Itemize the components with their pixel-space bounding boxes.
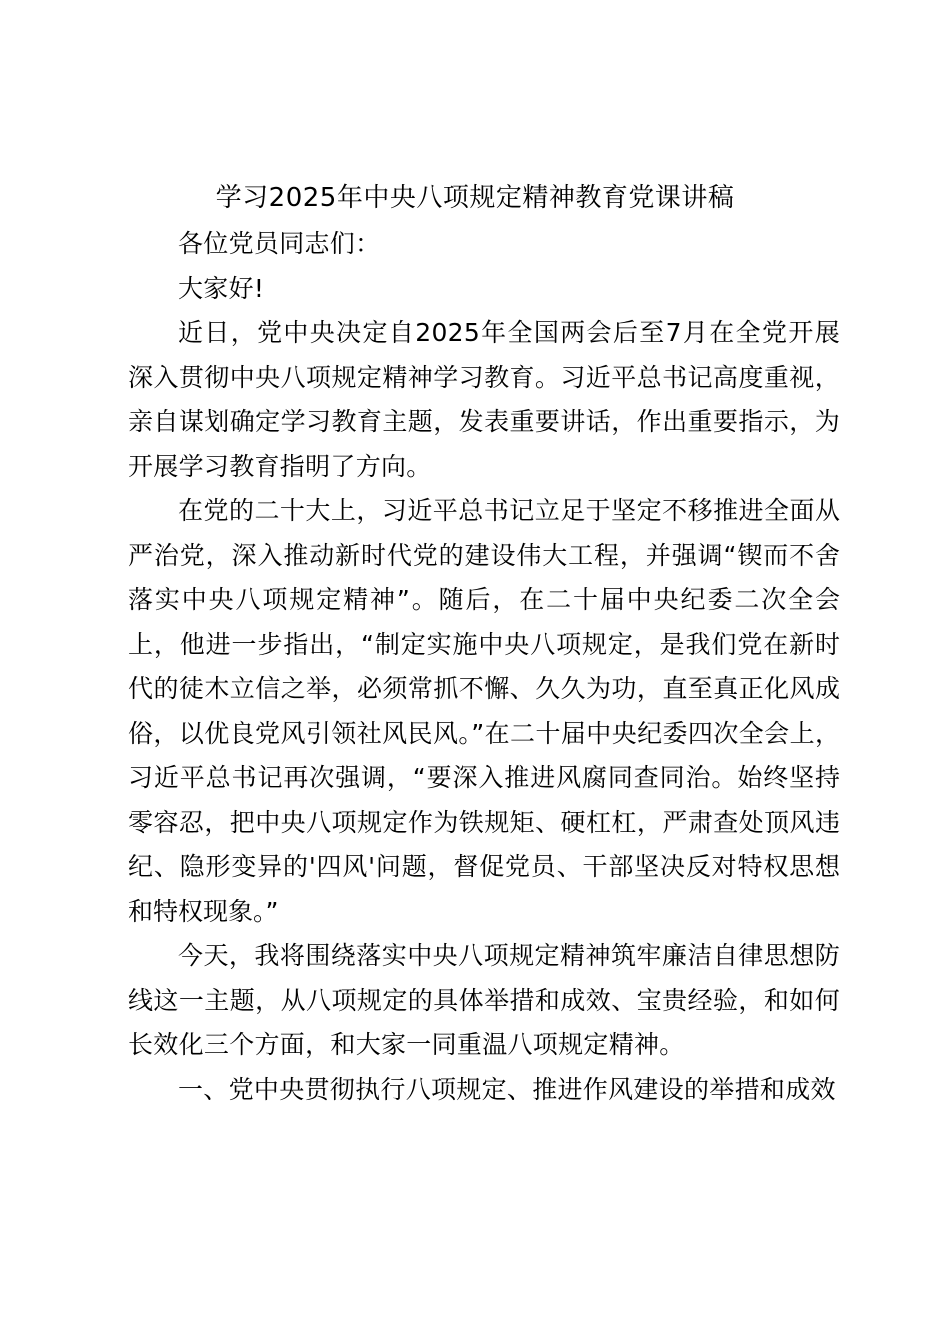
greeting: 大家好! [178,273,265,303]
paragraph-quotes: 在党的二十大上，习近平总书记立足于坚定不移推进全面从严治党，深入推动新时代党的建设伟大工程，并强调“锲而不舍落实中央八项规定精神”。随后，在二十届中央纪委二次全会上，他进一步指出，“制定实施中央八项规定，是我们党在新时代的徒木立信之举，必须常抓不懈、久久为功，直至真正化风成俗，以优良党风引领社风民风。”在二十届中央纪委四次全会上，习近平总书记再次强调，“要深入推进风腐同查同治。始终坚持零容忍，把中央八项规定作为铁规矩、硬杠杠，严肃查处顶风违纪、隐形变异的'四风'问题，督促党员、干部坚决反对特权思想和特权现象。” [128,496,840,926]
document-title: 学习2025年中央八项规定精神教育党课讲稿 [215,183,735,213]
document-body [128,222,840,1112]
paragraph-theme: 今天，我将围绕落实中央八项规定精神筑牢廉洁自律思想防线这一主题，从八项规定的具体举措和成效、宝贵经验，和如何长效化三个方面，和大家一同重温八项规定精神。 [128,941,840,1059]
salutation: 各位党员同志们： [178,229,381,258]
paragraph-intro: 近日，党中央决定自2025年全国两会后至7月在全党开展深入贯彻中央八项规定精神学习教育。习近平总书记高度重视，亲自谋划确定学习教育主题，发表重要讲话，作出重要指示，为开展学习教育指明了方向。 [128,318,840,481]
section-heading-1: 一、党中央贯彻执行八项规定、推进作风建设的举措和成效 [178,1074,836,1104]
